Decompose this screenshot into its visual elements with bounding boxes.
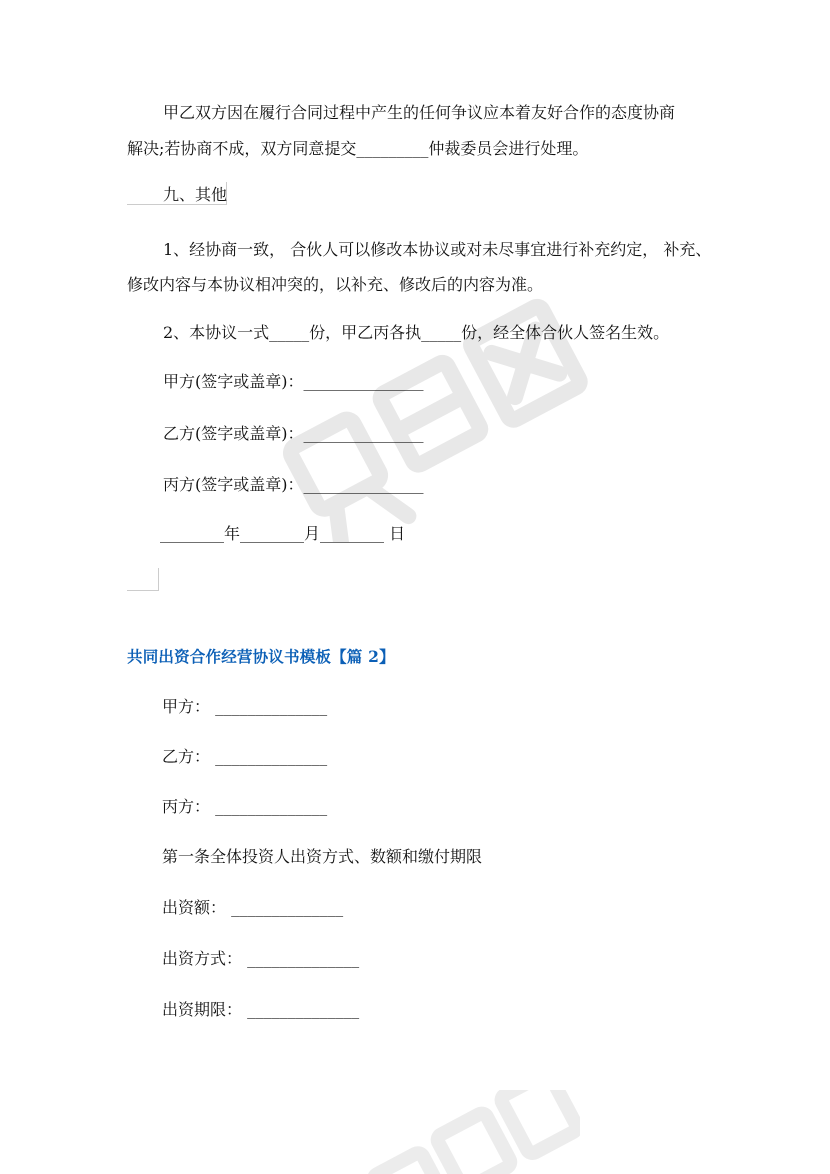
template-heading: 共同出资合作经营协议书模板【篇 2】 [127, 647, 395, 666]
investment-period-line: 出资期限： ______________ [162, 1000, 360, 1019]
signature-party-b: 乙方(签字或盖章)：_______________ [163, 424, 424, 443]
party-c-line: 丙方： ______________ [162, 797, 328, 816]
date-line: ________年________月________ 日 [160, 524, 406, 543]
dispute-paragraph-line-1: 甲乙双方因在履行合同过程中产生的任何争议应本着友好合作的态度协商 [163, 103, 676, 122]
clause-2: 2、本协议一式_____份，甲乙丙各执_____份，经全体合伙人签名生效。 [163, 323, 670, 342]
dispute-paragraph-line-2: 解决;若协商不成，双方同意提交_________仲裁委员会进行处理。 [127, 139, 589, 158]
article-one-title: 第一条全体投资人出资方式、数额和缴付期限 [162, 847, 483, 866]
signature-party-c: 丙方(签字或盖章)：_______________ [163, 475, 424, 494]
clause-1-line-2: 修改内容与本协议相冲突的，以补充、修改后的内容为准。 [127, 275, 544, 294]
investment-amount-line: 出资额： ______________ [162, 898, 344, 917]
investment-method-line: 出资方式： ______________ [162, 949, 360, 968]
cell-border-right [158, 568, 159, 591]
party-a-line: 甲方： ______________ [162, 697, 328, 716]
party-b-line: 乙方： ______________ [162, 747, 328, 766]
clause-1-line-1: 1、经协商一致， 合伙人可以修改本协议或对未尽事宜进行补充约定， 补充、 [163, 240, 712, 259]
signature-party-a: 甲方(签字或盖章)：_______________ [163, 372, 424, 391]
watermark-logo-bottom [350, 1090, 580, 1174]
cell-border-bottom [127, 590, 158, 591]
section-heading-other: 九、其他 [163, 185, 228, 204]
